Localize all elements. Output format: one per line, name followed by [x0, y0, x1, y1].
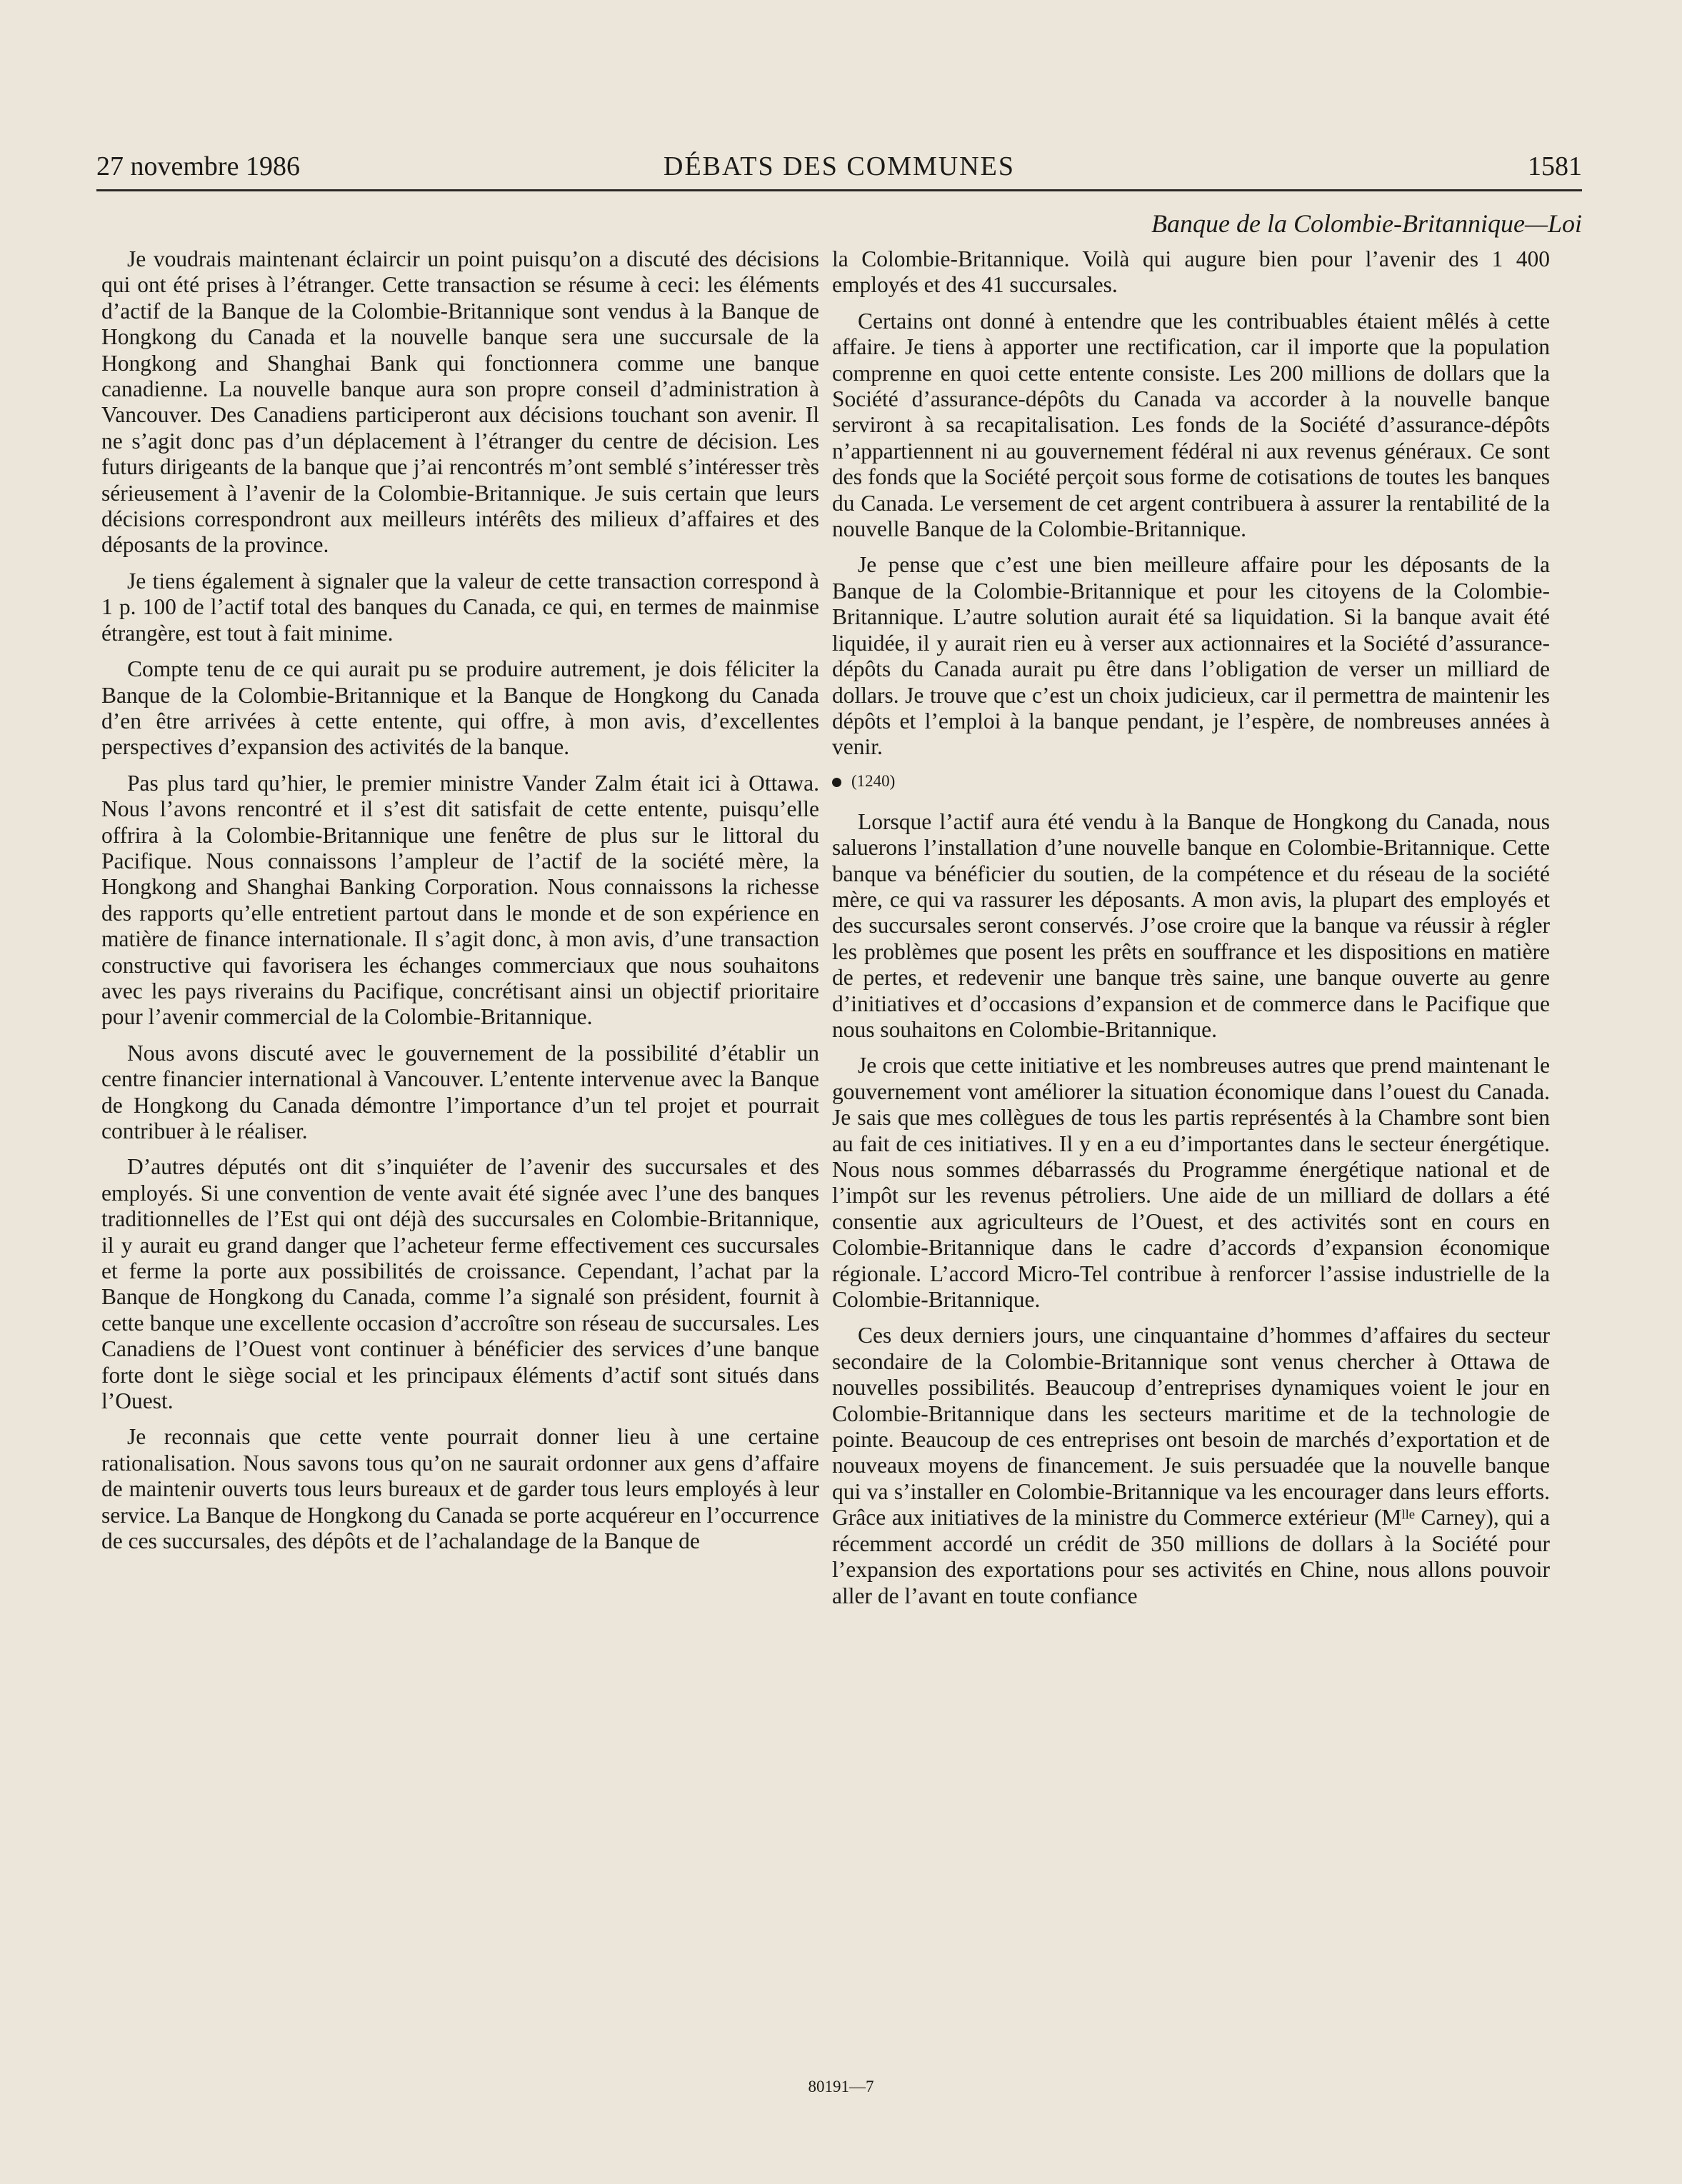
time-marker-text: (1240) — [851, 771, 896, 790]
continued-paragraph: la Colombie-Britannique. Voilà qui augure bien pour l’avenir des 1 400 employés et des 41 succursales. — [832, 246, 1550, 298]
right-column — [832, 246, 1550, 1619]
paragraph: D’autres députés ont dit s’inquiéter de l’avenir des succursales et des employés. Si une convention de vente avait été signée avec l’une des banques traditionnelles de l’Est qui ont déjà des succursales en Colombie-Britannique, il y aurait eu grand danger que l’acheteur ferme effectivement ces succursales et ferme la porte aux possibilités de croissance. Cependant, l’achat par la Banque de Hongkong du Canada, comme l’a signalé son président, fournit à cette banque une excellente occasion d’accroître son réseau de succursales. Les Canadiens de l’Ouest vont continuer à bénéficier des services d’une banque forte dont le siège social et les principaux éléments d’actif sont situés dans l’Ouest. — [101, 1154, 819, 1414]
paragraph: Nous avons discuté avec le gouvernement de la possibilité d’établir un centre financier international à Vancouver. L’entente intervenue avec la Banque de Hongkong du Canada démontre l’importance d’un tel projet et pourrait contribuer à le réaliser. — [101, 1040, 819, 1143]
paragraph: Pas plus tard qu’hier, le premier ministre Vander Zalm était ici à Ottawa. Nous l’avons rencontré et il s’est dit satisfait de cette entente, puisqu’elle offrira à la Colombie-Britannique une fenêtre de plus sur le littoral du Pacifique. Nous connaissons l’ampleur de l’actif de la société mère, la Hongkong and Shanghai Banking Corporation. Nous connaissons la richesse des rapports qu’elle entretient partout dans le monde et de son expérience en matière de finance internationale. Il s’agit donc, à mon avis, d’une transaction constructive qui favorisera les échanges commerciaux que nous souhaitons avec les pays riverains du Pacifique, concrétisant ainsi un objectif prioritaire pour l’avenir commercial de la Colombie-Britannique. — [101, 770, 819, 1030]
bullet-icon — [832, 778, 841, 787]
header-date: 27 novembre 1986 — [96, 151, 300, 181]
section-title: Banque de la Colombie-Britannique—Loi — [1151, 209, 1582, 238]
page-number: 1581 — [1528, 151, 1582, 181]
paragraph: Ces deux derniers jours, une cinquantaine d’hommes d’affaires du secteur secondaire de la Colombie-Britannique sont venus chercher à Ottawa de nouvelles possibilités. Beaucoup d’entreprises dynamiques voient le jour en Colombie-Britannique dans les secteurs maritime et de la technologie de pointe. Beaucoup de ces entreprises ont besoin de marchés d’exportation et de nouveaux moyens de financement. Je suis persuadée que la nouvelle banque qui va s’installer en Colombie-Britannique va les encourager dans leurs efforts. Grâce aux initiatives de la ministre du Commerce extérieur (Mˡˡᵉ Carney), qui a récemment accordé un crédit de 350 millions de dollars à la Société pour l’expansion des exportations pour ses activités en Chine, nous allons pouvoir aller de l’avant en toute confiance — [832, 1323, 1550, 1608]
paragraph: Compte tenu de ce qui aurait pu se produire autrement, je dois féliciter la Banque de la Colombie-Britannique et la Banque de Hongkong du Canada d’en être arrivées à cette entente, qui offre, à mon avis, d’excellentes perspectives d’expansion des activités de la banque. — [101, 656, 819, 760]
paragraph: Je reconnais que cette vente pourrait donner lieu à une certaine rationalisation. Nous savons tous qu’on ne saurait ordonner aux gens d’affaire de maintenir ouverts tous leurs bureaux et de garder tous leurs employés à leur service. La Banque de Hongkong du Canada se porte acquéreur en l’occurrence de ces succursales, des dépôts et de l’achalandage de la Banque de — [101, 1424, 819, 1554]
footer-code: 80191—7 — [808, 2078, 874, 2095]
paragraph: Je tiens également à signaler que la valeur de cette transaction correspond à 1 p. 100 de l’actif total des banques du Canada, ce qui, en termes de mainmise étrangère, est tout à fait minime. — [101, 568, 819, 646]
paragraph: Lorsque l’actif aura été vendu à la Banque de Hongkong du Canada, nous saluerons l’installation d’une nouvelle banque en Colombie-Britannique. Cette banque va bénéficier du soutien, de la compétence et du réseau de la société mère, ce qui va rassurer les déposants. A mon avis, la plupart des employés et des succursales seront conservés. J’ose croire que la banque va réussir à régler les problèmes que posent les prêts en souffrance et les dispositions en matière de pertes, et redevenir une banque très saine, une banque ouverte au genre d’initiatives et d’occasions d’expansion et de commerce dans le Pacifique que nous souhaitons en Colombie-Britannique. — [832, 808, 1550, 1042]
page-header — [96, 146, 1582, 189]
paragraph: Je pense que c’est une bien meilleure affaire pour les déposants de la Banque de la Colombie-Britannique et pour les citoyens de la Colombie-Britannique. L’autre solution aurait été sa liquidation. Si la banque avait été liquidée, il y aurait rien eu à verser aux actionnaires et la Société d’assurance-dépôts du Canada aurait pu être dans l’obligation de verser un milliard de dollars. Je trouve que c’est un choix judicieux, car il permettra de maintenir les dépôts et l’emploi à la banque pendant, je l’espère, de nombreuses années à venir. — [832, 552, 1550, 760]
paragraph: Je voudrais maintenant éclaircir un point puisqu’on a discuté des décisions qui ont été prises à l’étranger. Cette transaction se résume à ceci: les éléments d’actif de la Banque de la Colombie-Britannique sont vendus à la Banque de Hongkong du Canada et la nouvelle banque sera une succursale de la Hongkong and Shanghai Bank qui fonctionnera comme une banque canadienne. La nouvelle banque aura son propre conseil d’administration à Vancouver. Des Canadiens participeront aux décisions touchant son avenir. Il ne s’agit donc pas d’un déplacement à l’étranger du centre de décision. Les futurs dirigeants de la banque que j’ai rencontrés m’ont semblé s’intéresser très sérieusement à l’avenir de la Colombie-Britannique. Je suis certain que leurs décisions correspondront aux meilleurs intérêts des milieux d’affaires et des déposants de la province. — [101, 246, 819, 558]
paragraph: Certains ont donné à entendre que les contribuables étaient mêlés à cette affaire. Je tiens à apporter une rectification, car il importe que la population comprenne en quoi cette entente consiste. Les 200 millions de dollars que la Société d’assurance-dépôts du Canada va accorder à la nouvelle banque serviront à sa recapitalisation. Les fonds de la Société d’assurance-dépôts n’appartiennent ni au gouvernement fédéral ni aux revenus généraux. Ce sont des fonds que la Société perçoit sous forme de cotisations de toutes les banques du Canada. Le versement de cet argent contribuera à assurer la rentabilité de la nouvelle Banque de la Colombie-Britannique. — [832, 308, 1550, 542]
left-column — [101, 246, 819, 1565]
header-rule — [96, 189, 1582, 191]
header-title: DÉBATS DES COMMUNES — [664, 151, 1015, 181]
time-marker — [832, 771, 1550, 792]
paragraph: Je crois que cette initiative et les nombreuses autres que prend maintenant le gouvernement vont améliorer la situation économique dans l’ouest du Canada. Je sais que mes collègues de tous les partis représentés à la Chambre sont bien au fait de ces initiatives. Il y en a eu d’importantes dans le secteur énergétique. Nous nous sommes débarrassés du Programme énergétique national et de l’impôt sur les revenus pétroliers. Une aide de un milliard de dollars a été consentie aux agriculteurs de l’Ouest, et des activités sont en cours en Colombie-Britannique dans le cadre d’accords d’expansion économique régionale. L’accord Micro-Tel contribue à renforcer l’assise industrielle de la Colombie-Britannique. — [832, 1053, 1550, 1313]
